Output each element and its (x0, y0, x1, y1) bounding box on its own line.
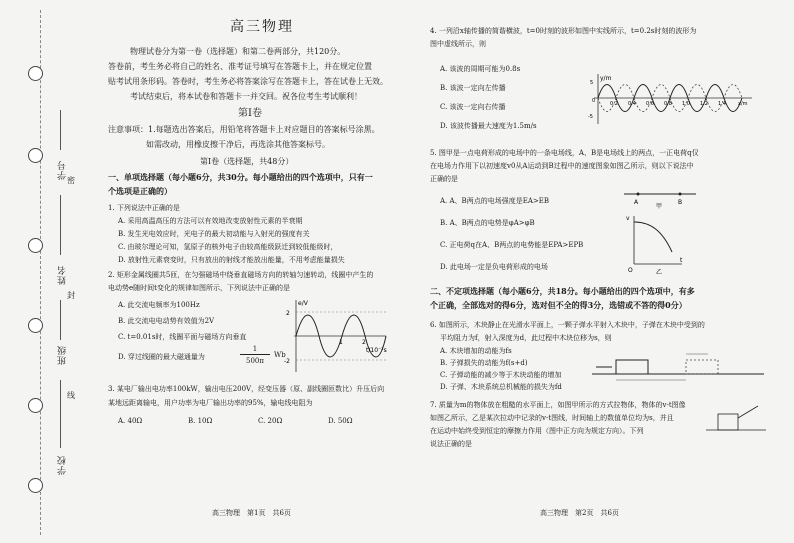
q2-option: C. t=0.01s时，线圈平面与磁场方向垂直 (118, 333, 247, 341)
page-title: 高三物理 (230, 19, 294, 35)
q2-graph (282, 296, 394, 376)
block-final (686, 360, 718, 374)
q1-option: B. 发生光电效应时，光电子的最大初动能与入射光的强度有关 (118, 230, 310, 238)
q7-stem: 如图乙所示，乙是某次拉动中记录的v-t图线，时间轴上的数值单位均为s，并且 (430, 414, 674, 422)
flux-fraction-num: 1 (252, 345, 258, 353)
graph-tick: 0.2 (610, 101, 618, 107)
intro-line: 考试结束后，将本试卷和答题卡一并交回。祝各位考生考试顺利！ (130, 92, 362, 101)
q7-figure (700, 396, 770, 436)
school-label: 学校 (58, 455, 68, 475)
q3-stem: 3. 某电厂输出电功率100kW，输出电压200V，经变压器（原、副线圈匝数比）升压后向 (108, 385, 385, 393)
flux-fraction-den: 500π (246, 357, 264, 365)
q6-option: A. 木块增加的动能为fs (440, 347, 512, 355)
page-footer: 高三物理 第2页 共6页 (540, 509, 619, 517)
q1-option: C. 由玻尔理论可知，氢原子的核外电子由较高能级跃迁到较低能级时， (118, 243, 338, 251)
label-a: A (634, 199, 639, 206)
q5-option: D. 此电场一定是负电荷形成的电场 (440, 263, 548, 271)
binding-hole (28, 148, 43, 163)
q5-figures (620, 186, 700, 276)
fraction-bar (240, 354, 270, 355)
graph-tick: 0.6 (646, 101, 654, 107)
object-block (718, 414, 738, 430)
graph-tick: 2 (362, 339, 366, 346)
notes-line: 注意事项：1.每题选出答案后，用铅笔将答题卡上对应题目的答案标号涂黑。 (108, 125, 380, 134)
graph-xlabel: x/m (738, 101, 748, 107)
q3-option: C. 20Ω (258, 417, 283, 425)
label-b: B (678, 199, 683, 206)
q6-option: B. 子弹损失的动能为f(s+d) (440, 359, 528, 367)
label-v: v (626, 215, 630, 222)
q3-stem: 某地远距离输电，用户功率为电厂输出功率的95%，输电线电阻为 (108, 399, 313, 407)
graph-tick: 1.4 (718, 101, 726, 107)
q6-option: C. 子弹动能的减少等于木块动能的增加 (440, 371, 562, 379)
graph-tick: -5 (588, 114, 593, 120)
label-o: O (628, 267, 633, 274)
binding-line (40, 10, 41, 535)
name-line (60, 195, 61, 255)
q2-stem: 电动势e随时间t变化的规律如图所示，下列说法中正确的是 (108, 284, 290, 292)
q5-stem: 正确的是 (430, 175, 458, 183)
graph-tick: 1.0 (682, 101, 690, 107)
q6-stem: 平均阻力为f，射入深度为d，此过程中木块位移为s，则 (440, 334, 612, 342)
q6-figure (590, 344, 766, 384)
fold-mark: 封 (67, 291, 75, 300)
binding-hole (28, 318, 43, 333)
q2-option: B. 此交流电电动势有效值为2V (118, 317, 215, 325)
q1-option: D. 放射性元素衰变时，只有放出的射线才能放出能量，不用考虑能量损失 (118, 256, 345, 264)
binding-hole (28, 238, 43, 253)
part1-heading: 一、单项选择题（每小题6分，共30分。每小题给出的四个选项中，只有一 (108, 172, 373, 182)
part1-heading: 个选项是正确的） (108, 186, 172, 196)
q5-stem: 5. 图甲是一点电荷形成的电场中的一条电场线，A、B是电场线上的两点，一正电荷q仅 (430, 149, 699, 157)
volume-heading: 第Ⅰ卷 (238, 108, 262, 119)
part2-heading: 二、不定项选择题（每小题6分，共18分。每小题给出的四个选项中，有多 (430, 286, 695, 296)
q6-option: D. 子弹、木块系统总机械能的损失为fd (440, 383, 562, 391)
section-heading: 第Ⅰ卷（选择题，共48分） (200, 157, 294, 166)
graph-ylabel: e/V (298, 300, 308, 307)
point-b (679, 193, 682, 196)
q4-wave-graph (588, 72, 756, 126)
graph-xlabel: t/10⁻²s (366, 347, 387, 354)
binding-hole (28, 66, 43, 81)
q4-option: C. 该波一定向右传播 (440, 103, 506, 111)
school-line (60, 380, 61, 448)
flux-unit: Wb (274, 351, 286, 359)
q5-option: B. A、B两点的电势是φA>φB (440, 219, 535, 227)
q5-option: A. A、B两点的电场强度是EA>EB (440, 197, 549, 205)
q4-option: A. 该波的周期可能为0.8s (440, 65, 521, 73)
graph-tick: -2 (284, 358, 290, 365)
velocity-curve (634, 222, 672, 252)
label-yi: 乙 (656, 269, 663, 276)
block-initial (616, 360, 648, 374)
graph-tick: 1.2 (700, 101, 708, 107)
graph-tick: 5 (590, 80, 594, 86)
q4-stem: 4. 一列沿x轴传播的简谐横波，t=0时刻的波形如图中实线所示，t=0.2s时刻的波形为 (430, 27, 697, 35)
pull-force (738, 406, 758, 418)
q6-stem: 6. 如图所示，木块静止在光滑水平面上，一颗子弹水平射入木块中，子弹在木块中受到的 (430, 321, 705, 329)
q4-option: B. 该波一定向左传播 (440, 84, 506, 92)
fold-mark: 密 (67, 176, 75, 185)
graph-tick: 1 (339, 339, 343, 346)
class-label: 班级 (58, 345, 68, 365)
q2-option: D. 穿过线圈的最大磁通量为 (118, 353, 205, 361)
q5-stem: 在电场力作用下以初速度v0从A运动到B过程中的速度图象如图乙所示，则以下说法中 (430, 162, 694, 170)
notes-line: 如需改动，用橡皮擦干净后，再选涂其他答案标号。 (146, 140, 330, 149)
page-footer: 高三物理 第1页 共6页 (212, 509, 291, 517)
q4-option: D. 该波传播最大速度为1.5m/s (440, 122, 537, 130)
q7-stem: 说法正确的是 (430, 440, 472, 448)
label-t: t (680, 257, 683, 264)
graph-tick: 0.8 (664, 101, 672, 107)
binding-hole (28, 478, 43, 493)
intro-line: 贴考试用条形码。答卷时，考生务必将答案涂写在答题卡上，答在试卷上无效。 (108, 77, 388, 86)
intro-line: 物理试卷分为第一卷（选择题）和第二卷两部分，共120分。 (130, 47, 346, 56)
point-a (637, 193, 640, 196)
binding-hole (28, 398, 43, 413)
class-line (60, 300, 61, 340)
q3-option: A. 40Ω (118, 417, 143, 425)
graph-tick: 2 (286, 310, 290, 317)
q4-stem: 图中虚线所示，则 (430, 40, 486, 48)
graph-tick: 0 (592, 98, 596, 104)
q7-stem: 7. 质量为m的物体放在粗糙的水平面上，如图甲所示的方式拉物体，物体的v-t图像 (430, 401, 686, 409)
exam-no-label: 学号 (58, 160, 68, 180)
q5-option: C. 正电荷q在A、B两点的电势能是EPA>EPB (440, 241, 584, 249)
q1-stem: 1. 下列说法中正确的是 (108, 204, 180, 212)
label-jia: 甲 (656, 203, 663, 210)
q3-option: B. 10Ω (188, 417, 213, 425)
name-label: 姓名 (58, 265, 68, 285)
part2-heading: 个正确，全部选对的得6分，选对但不全的得3分，选错或不答的得0分） (430, 300, 687, 310)
graph-ylabel: y/m (600, 75, 612, 82)
q7-stem: 在运动中始终受到恒定的摩擦力作用（图中正方向为规定方向）。下列 (430, 427, 644, 435)
exam-no-line (60, 110, 61, 150)
q1-option: A. 采用高温高压的方法可以有效地改变放射性元素的半衰期 (118, 217, 303, 225)
intro-line: 答卷前，考生务必将自己的姓名、准考证号填写在答题卡上，并在规定位置 (108, 62, 372, 71)
q2-stem: 2. 矩形金属线圈共5匝，在匀强磁场中绕垂直磁场方向的转轴匀速转动，线圈中产生的 (108, 271, 374, 279)
fold-mark: 线 (67, 391, 75, 400)
q3-option: D. 50Ω (328, 417, 353, 425)
q2-option: A. 此交流电频率为100Hz (118, 301, 200, 309)
graph-tick: 0.4 (628, 101, 636, 107)
